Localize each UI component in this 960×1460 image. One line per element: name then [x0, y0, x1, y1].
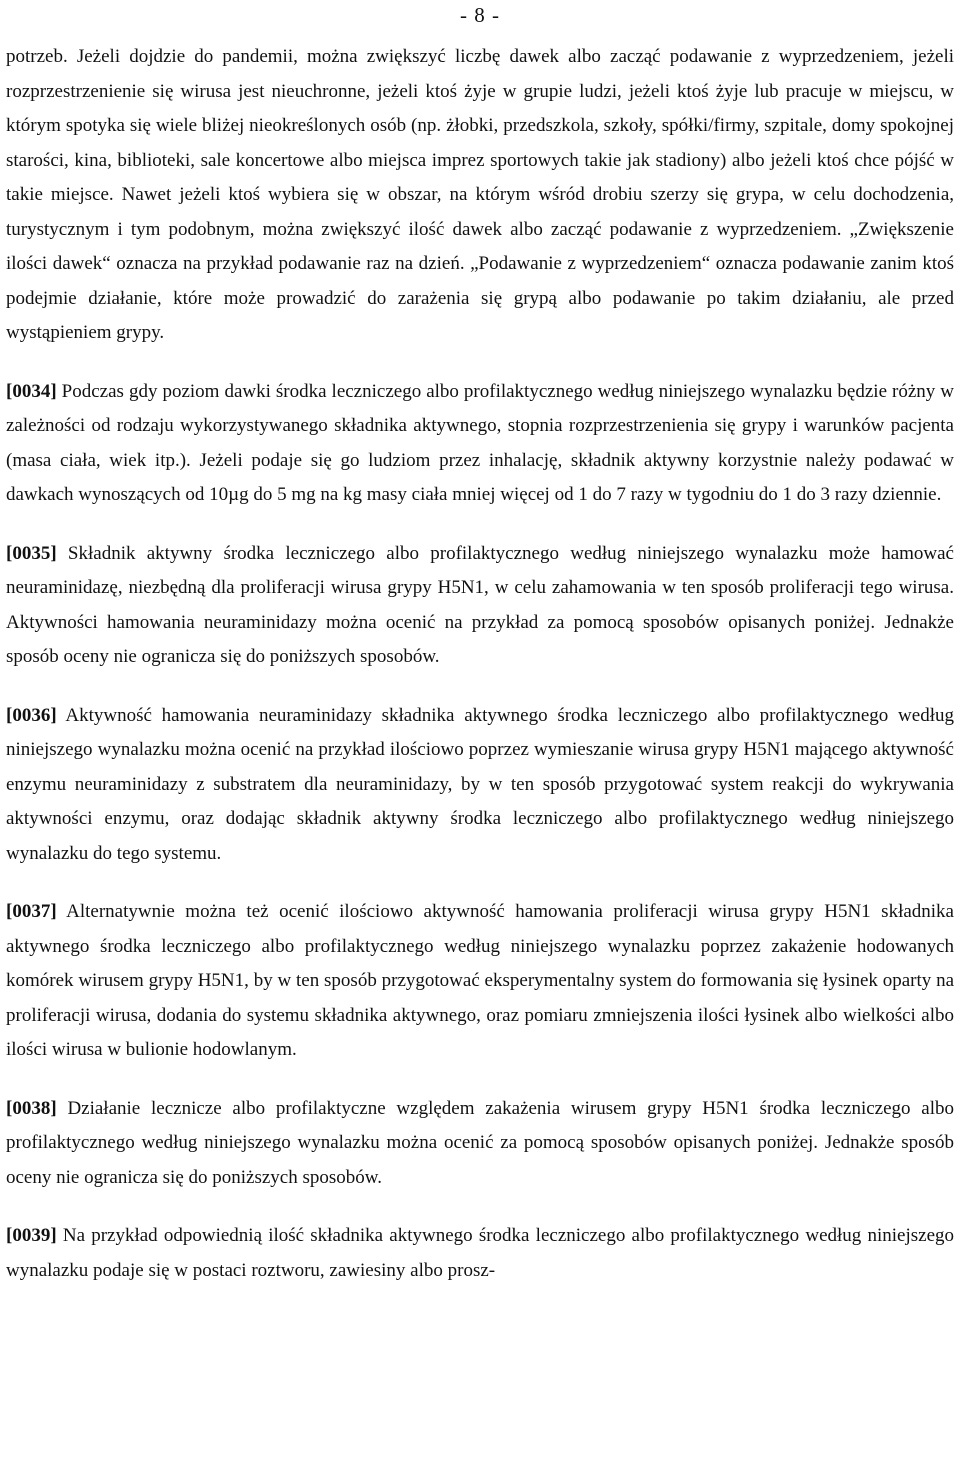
paragraph-text: Alternatywnie można też ocenić ilościowo aktywność hamowania proliferacji wirusa grypy H5N1 składnika aktywnego środka leczniczego albo profilaktycznego według niniejszego wynalazku poprzez zakażenie hodowanych komórek wirusem grypy H5N1, by w ten sposób przygotować eksperymentalny system do formowania się łysinek oparty na proliferacji wirusa, dodania do systemu składnika aktywnego, oraz pomiaru zmniejszenia ilości łysinek albo wielkości albo ilości wirusa w bulionie hodowlanym.	[6, 901, 954, 1060]
paragraph-0038	[6, 1092, 954, 1196]
paragraph-0034	[6, 375, 954, 513]
paragraph-continuation	[6, 40, 954, 351]
paragraph-text: potrzeb. Jeżeli dojdzie do pandemii, można zwiększyć liczbę dawek albo zacząć podawanie z wyprzedzeniem, jeżeli rozprzestrzenienie się wirusa jest nieuchronne, jeżeli ktoś żyje w grupie ludzi, jeżeli ktoś żyje lub pracuje w miejscu, w którym spotyka się wiele bliżej nieokreślonych osób (np. żłobki, przedszkola, szkoły, spółki/firmy, szpitale, domy spokojnej starości, kina, biblioteki, sale koncertowe albo miejsca imprez sportowych takie jak stadiony) albo jeżeli ktoś chce pójść w takie miejsce. Nawet jeżeli ktoś wybiera się w obszar, na którym wśród drobiu szerzy się grypa, w celu dochodzenia, turystycznym i tym podobnym, można zwiększyć ilość dawek albo zacząć podawanie z wyprzedzeniem. „Zwiększenie ilości dawek“ oznacza na przykład podawanie raz na dzień. „Podawanie z wyprzedzeniem“ oznacza podawanie zanim ktoś podejmie działanie, które może prowadzić do zarażenia się grypą albo podawanie po takim działaniu, ale przed wystąpieniem grypy.	[6, 46, 954, 343]
paragraph-text: Podczas gdy poziom dawki środka leczniczego albo profilaktycznego według niniejszego wynalazku będzie różny w zależności od rodzaju wykorzystywanego składnika aktywnego, stopnia rozprzestrzenienia się grypy i warunków pacjenta (masa ciała, wiek itp.). Jeżeli podaje się go ludziom przez inhalację, składnik aktywny korzystnie należy podawać w dawkach wynoszących od 10µg do 5 mg na kg masy ciała mniej więcej od 1 do 7 razy w tygodniu do 1 do 3 razy dziennie.	[6, 380, 954, 505]
page-number: - 8 -	[460, 3, 500, 27]
paragraph-number: [0034]	[6, 380, 57, 402]
paragraph-text: Na przykład odpowiednią ilość składnika aktywnego środka leczniczego albo profilaktycznego według niniejszego wynalazku podaje się w postaci roztworu, zawiesiny albo prosz-	[6, 1225, 954, 1281]
paragraph-0035	[6, 537, 954, 675]
document-body	[6, 40, 954, 1312]
paragraph-text: Aktywność hamowania neuraminidazy składnika aktywnego środka leczniczego albo profilaktycznego według niniejszego wynalazku można ocenić na przykład ilościowo poprzez wymieszanie wirusa grypy H5N1 mającego aktywność enzymu neuraminidazy z substratem dla neuraminidazy, by w ten sposób przygotować system reakcji do wykrywania aktywności enzymu, oraz dodając składnik aktywny środka leczniczego albo profilaktycznego według niniejszego wynalazku do tego systemu.	[6, 704, 954, 864]
paragraph-text: Składnik aktywny środka leczniczego albo profilaktycznego według niniejszego wynalazku może hamować neuraminidazę, niezbędną dla proliferacji wirusa grypy H5N1, w celu zahamowania w ten sposób proliferacji tego wirusa. Aktywności hamowania neuraminidazy można ocenić na przykład za pomocą sposobów opisanych poniżej. Jednakże sposób oceny nie ogranicza się do poniższych sposobów.	[6, 542, 954, 667]
paragraph-text: Działanie lecznicze albo profilaktyczne względem zakażenia wirusem grypy H5N1 środka leczniczego albo profilaktycznego według niniejszego wynalazku można ocenić za pomocą sposobów opisanych poniżej. Jednakże sposób oceny nie ogranicza się do poniższych sposobów.	[6, 1097, 955, 1188]
paragraph-number: [0039]	[6, 1225, 57, 1246]
paragraph-number: [0037]	[6, 901, 57, 922]
paragraph-0039	[6, 1219, 954, 1288]
paragraph-0037	[6, 895, 954, 1068]
paragraph-number: [0036]	[6, 704, 57, 726]
paragraph-number: [0035]	[6, 542, 57, 564]
paragraph-0036	[6, 699, 954, 872]
paragraph-number: [0038]	[6, 1097, 57, 1119]
